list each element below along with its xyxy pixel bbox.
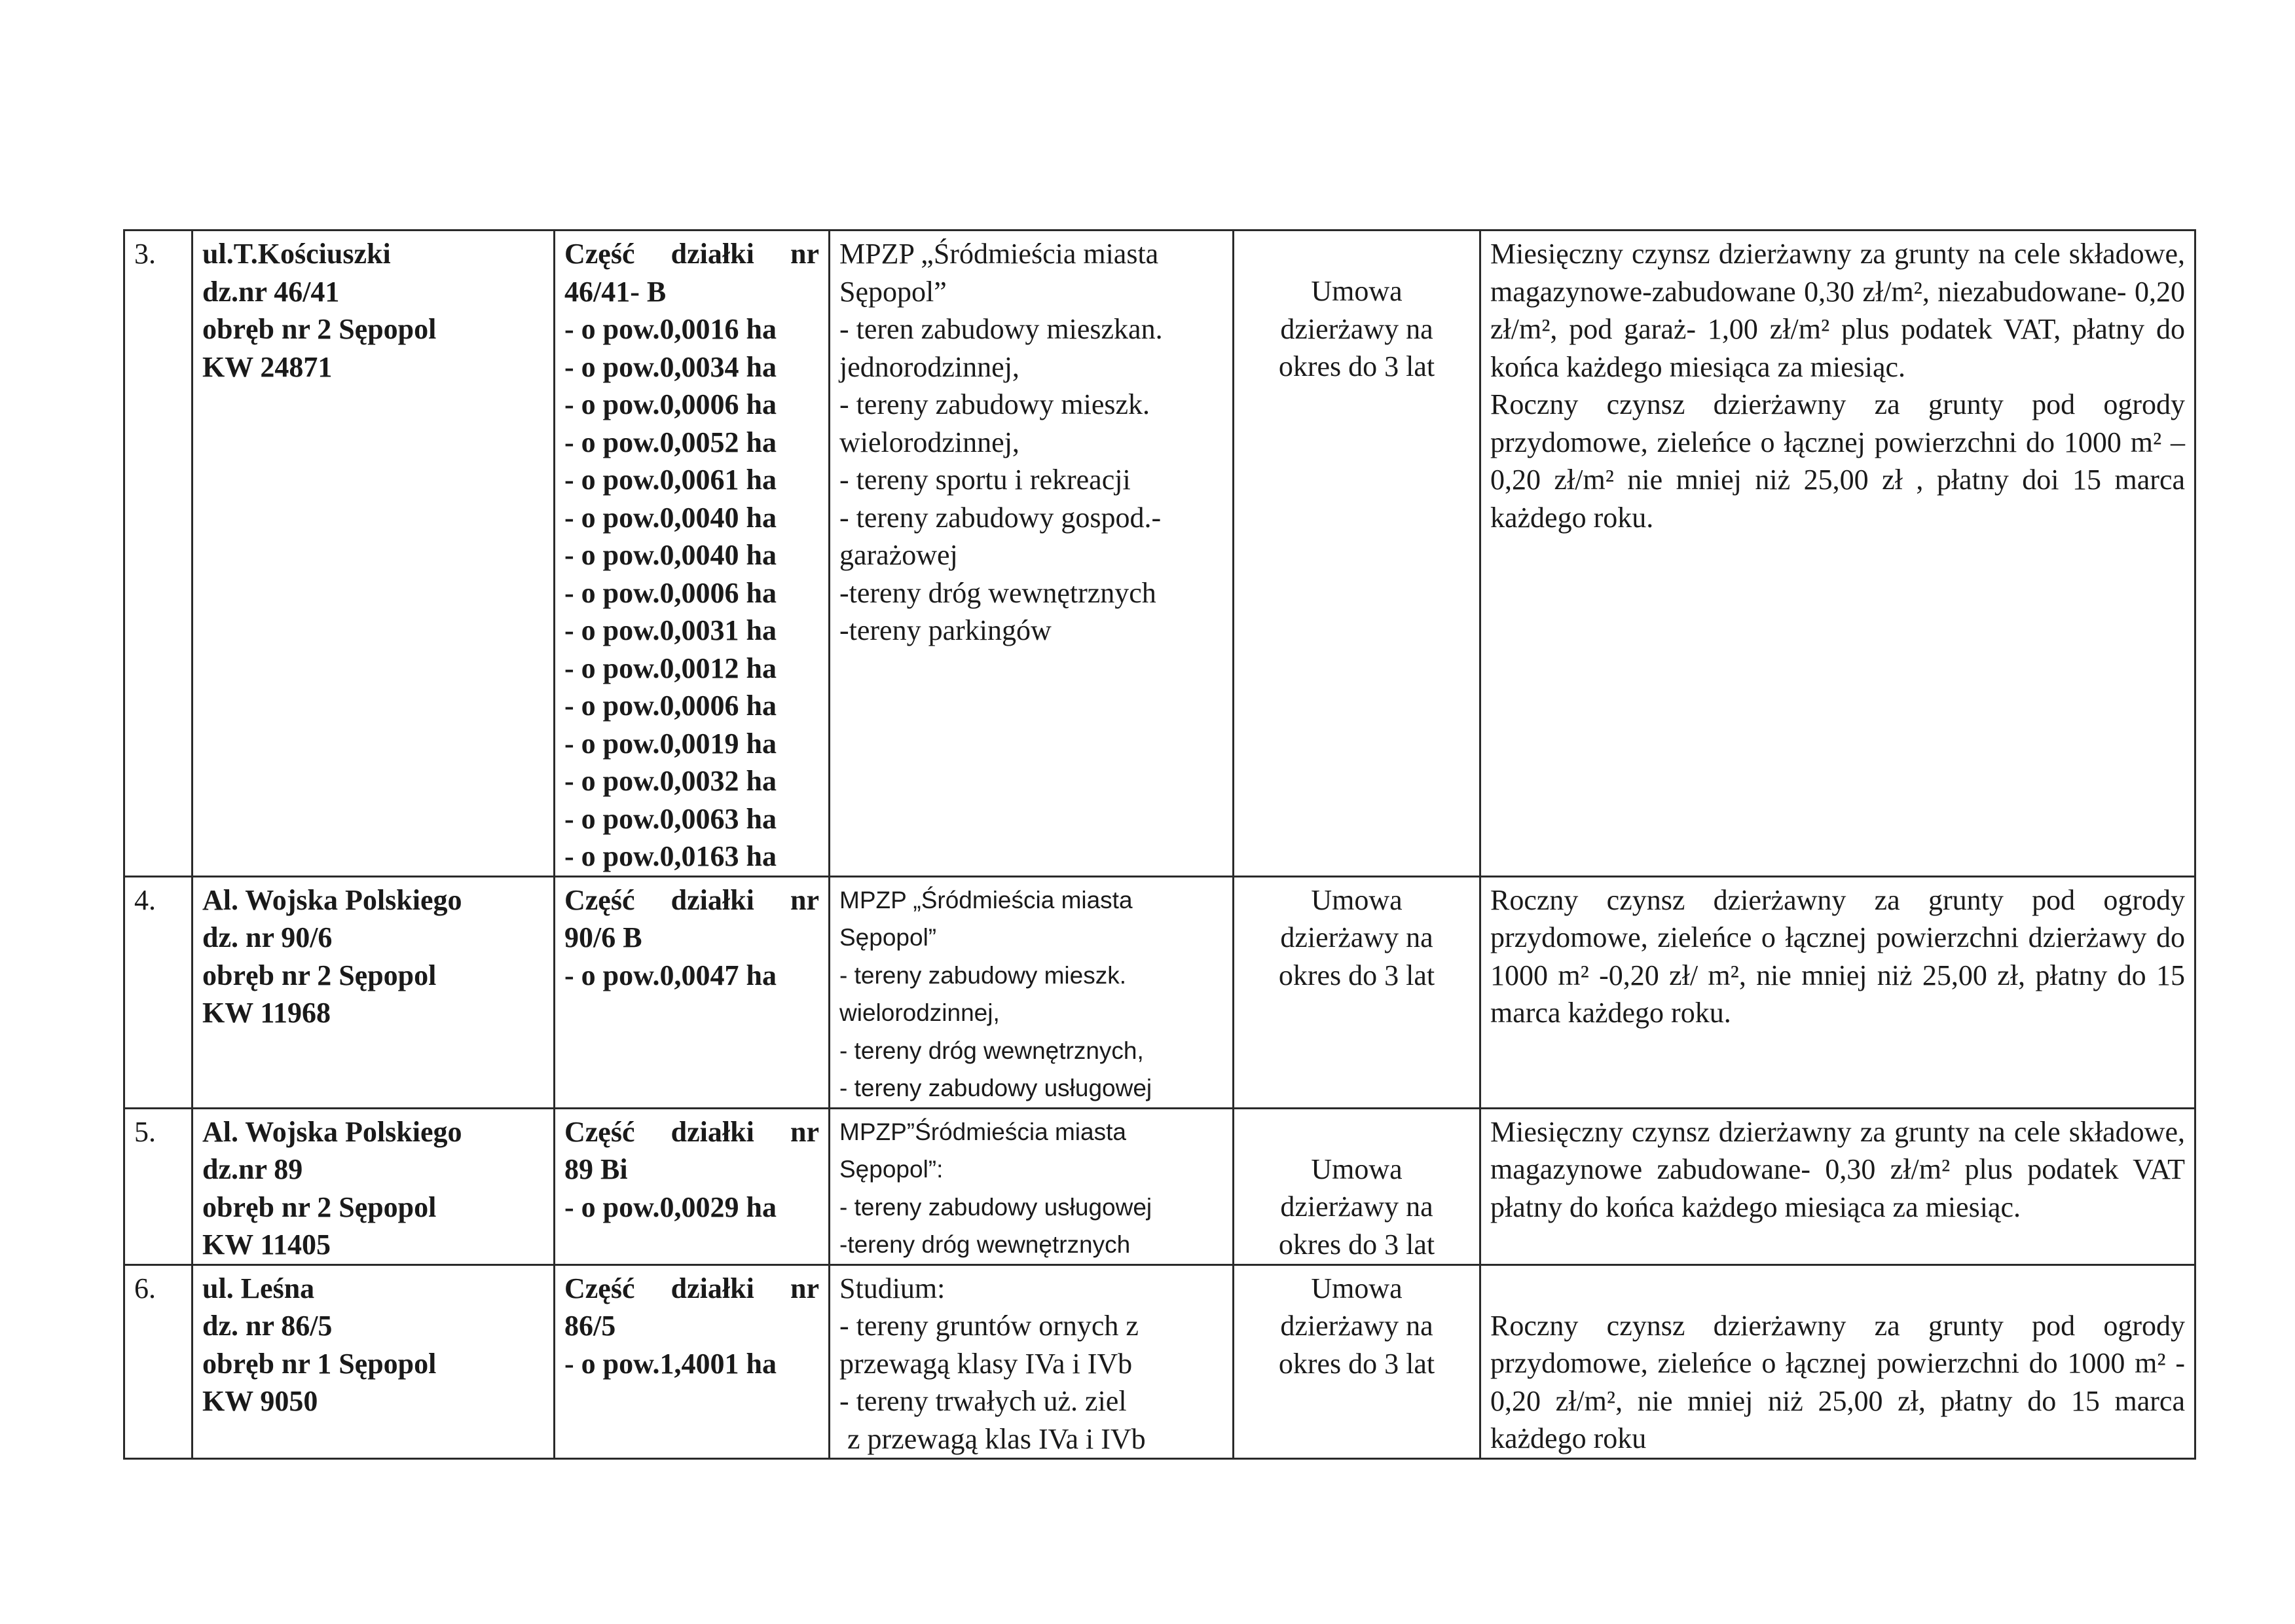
zoning-line: wielorodzinnej, — [839, 426, 1019, 458]
parcel-line: - o pow.0,0052 ha — [564, 426, 777, 458]
zoning-line: garażowej — [839, 539, 958, 571]
parcel-header-left: Część — [564, 1272, 635, 1304]
parcel-header-left: Część — [564, 883, 635, 916]
spacer — [1490, 1270, 2185, 1307]
zoning-line: Studium: — [839, 1272, 946, 1304]
parcel-cell — [555, 1108, 830, 1264]
spacer — [1243, 1113, 1470, 1151]
zoning-line: przewagą klasy IVa i IVb — [839, 1347, 1133, 1380]
location-cell — [193, 876, 555, 1108]
rent-paragraph: Roczny czynsz dzierżawny za grunty pod ogrody przydomowe, zieleńce o łącznej powierzchni do 1000 m² – 0,20 zł/m² nie mniej niż 25,00 zł , płatny doi 15 marca każdego roku. — [1490, 388, 2185, 534]
table-row — [124, 1108, 2195, 1264]
parcel-line: - o pow.0,0034 ha — [564, 350, 777, 383]
zoning-cell — [830, 231, 1234, 877]
zoning-line: - tereny gruntów ornych z — [839, 1310, 1139, 1342]
parcel-line: - o pow.0,0031 ha — [564, 614, 777, 646]
zoning-line: z przewagą klas IVa i IVb — [847, 1422, 1146, 1455]
parcel-line: 86/5 — [564, 1310, 616, 1342]
parcel-header-mid: działki — [670, 1115, 754, 1148]
zoning-line: -tereny dróg wewnętrznych — [839, 1231, 1131, 1258]
parcel-line: - o pow.0,0032 ha — [564, 765, 777, 797]
parcel-header-mid: działki — [670, 883, 754, 916]
zoning-line: -tereny parkingów — [839, 614, 1052, 646]
parcel-header-left: Część — [564, 1115, 635, 1148]
contract-cell — [1234, 231, 1480, 877]
contract-line: okres do 3 lat — [1278, 1228, 1435, 1261]
zoning-line: - tereny zabudowy usługowej — [839, 1193, 1152, 1221]
row-number: 6. — [124, 1264, 193, 1459]
zoning-line: - tereny trwałych uż. ziel — [839, 1385, 1127, 1417]
zoning-line: - tereny zabudowy mieszk. — [839, 961, 1127, 989]
parcel-line: - o pow.0,0006 ha — [564, 576, 777, 609]
zoning-line: Sępopol” — [839, 275, 947, 308]
zoning-line: MPZP „Śródmieścia miasta — [839, 886, 1133, 913]
zoning-line: Sępopol” — [839, 924, 937, 951]
rent-cell — [1480, 231, 2195, 877]
contract-line: Umowa — [1311, 1153, 1403, 1185]
land-register: KW 24871 — [202, 350, 333, 383]
precinct: obręb nr 1 Sępopol — [202, 1347, 437, 1380]
location-cell — [193, 1264, 555, 1459]
row-number: 4. — [124, 876, 193, 1108]
parcel-line: - o pow.0,0061 ha — [564, 464, 777, 496]
parcel-header — [564, 1113, 819, 1151]
contract-line: Umowa — [1311, 275, 1403, 307]
plot-number: dz. nr 90/6 — [202, 921, 333, 953]
contract-line: Umowa — [1311, 1272, 1403, 1304]
street-name: Al. Wojska Polskiego — [202, 883, 462, 916]
parcel-line: - o pow.0,0040 ha — [564, 501, 777, 534]
rent-paragraph: Miesięczny czynsz dzierżawny za grunty na cele składowe, magazynowe-zabudowane 0,30 zł/m², niezabudowane- 0,20 zł/m², pod garaż- 1,00 zł/m² plus podatek VAT, płatny do końca każdego miesiąca za miesiąc. — [1490, 238, 2185, 383]
parcel-header-left: Część — [564, 238, 635, 270]
contract-cell — [1234, 1264, 1480, 1459]
zoning-line: - tereny zabudowy mieszk. — [839, 388, 1150, 420]
parcel-line: - o pow.0,0006 ha — [564, 690, 777, 722]
parcel-header-right: nr — [790, 883, 819, 916]
street-name: Al. Wojska Polskiego — [202, 1115, 462, 1148]
lease-table — [123, 229, 2196, 1460]
zoning-line: Sępopol”: — [839, 1156, 944, 1183]
zoning-line: -tereny dróg wewnętrznych — [839, 576, 1156, 609]
precinct: obręb nr 2 Sępopol — [202, 313, 437, 345]
zoning-cell — [830, 1264, 1234, 1459]
parcel-line: - o pow.0,0063 ha — [564, 802, 777, 835]
table-row — [124, 876, 2195, 1108]
rent-paragraph: Miesięczny czynsz dzierżawny za grunty na cele składowe, magazynowe zabudowane- 0,30 zł/m² plus podatek VAT płatny do końca każdego miesiąca za miesiąc. — [1490, 1115, 2185, 1223]
contract-cell — [1234, 1108, 1480, 1264]
parcel-line: - o pow.0,0040 ha — [564, 539, 777, 571]
contract-cell — [1234, 876, 1480, 1108]
rent-cell — [1480, 1108, 2195, 1264]
street-name: ul. Leśna — [202, 1272, 315, 1304]
zoning-line: MPZP”Śródmieścia miasta — [839, 1118, 1126, 1145]
parcel-header-mid: działki — [670, 238, 754, 270]
zoning-line: MPZP „Śródmieścia miasta — [839, 238, 1159, 270]
zoning-line: wielorodzinnej, — [839, 999, 1000, 1026]
contract-line: dzierżawy na — [1280, 1190, 1433, 1223]
contract-line: Umowa — [1311, 883, 1403, 916]
table-row — [124, 231, 2195, 877]
precinct: obręb nr 2 Sępopol — [202, 959, 437, 991]
parcel-line: - o pow.0,0006 ha — [564, 388, 777, 420]
rent-cell — [1480, 1264, 2195, 1459]
row-number: 3. — [124, 231, 193, 877]
zoning-line: - tereny dróg wewnętrznych, — [839, 1037, 1144, 1064]
parcel-cell — [555, 876, 830, 1108]
precinct: obręb nr 2 Sępopol — [202, 1190, 437, 1223]
rent-paragraph: Roczny czynsz dzierżawny za grunty pod ogrody przydomowe, zieleńce o łącznej powierzchni dzierżawy do 1000 m² -0,20 zł/ m², nie mniej niż 25,00 zł, płatny do 15 marca każdego roku. — [1490, 883, 2185, 1029]
table-row — [124, 1264, 2195, 1459]
parcel-header-mid: działki — [670, 1272, 754, 1304]
row-number: 5. — [124, 1108, 193, 1264]
zoning-line: - teren zabudowy mieszkan. — [839, 313, 1163, 345]
contract-line: okres do 3 lat — [1278, 350, 1435, 382]
parcel-cell — [555, 1264, 830, 1459]
parcel-line: 89 Bi — [564, 1153, 628, 1185]
plot-number: dz.nr 89 — [202, 1153, 303, 1185]
parcel-line: - o pow.0,0029 ha — [564, 1190, 777, 1223]
zoning-line: - tereny zabudowy gospod.- — [839, 501, 1162, 534]
parcel-line: 46/41- B — [564, 275, 667, 308]
contract-line: okres do 3 lat — [1278, 959, 1435, 991]
location-cell — [193, 231, 555, 877]
parcel-header-right: nr — [790, 1115, 819, 1148]
parcel-line: - o pow.0,0163 ha — [564, 840, 777, 872]
location-cell — [193, 1108, 555, 1264]
parcel-header-right: nr — [790, 238, 819, 270]
zoning-line: - tereny sportu i rekreacji — [839, 464, 1131, 496]
land-register: KW 9050 — [202, 1385, 318, 1417]
parcel-cell — [555, 231, 830, 877]
parcel-header — [564, 881, 819, 919]
zoning-cell — [830, 1108, 1234, 1264]
land-register: KW 11405 — [202, 1228, 331, 1261]
plot-number: dz. nr 86/5 — [202, 1310, 333, 1342]
contract-line: dzierżawy na — [1280, 1310, 1433, 1342]
plot-number: dz.nr 46/41 — [202, 275, 340, 308]
spacer — [1243, 235, 1470, 272]
zoning-line: - tereny zabudowy usługowej — [839, 1075, 1152, 1101]
contract-line: dzierżawy na — [1280, 921, 1433, 953]
zoning-line: jednorodzinnej, — [839, 350, 1019, 383]
street-name: ul.T.Kościuszki — [202, 238, 391, 270]
contract-line: okres do 3 lat — [1278, 1347, 1435, 1380]
contract-line: dzierżawy na — [1280, 312, 1433, 345]
parcel-line: - o pow.0,0019 ha — [564, 727, 777, 760]
parcel-line: - o pow.0,0016 ha — [564, 313, 777, 345]
rent-cell — [1480, 876, 2195, 1108]
parcel-line: - o pow.1,4001 ha — [564, 1347, 777, 1380]
parcel-line: 90/6 B — [564, 921, 642, 953]
parcel-header — [564, 1270, 819, 1308]
rent-paragraph: Roczny czynsz dzierżawny za grunty pod ogrody przydomowe, zieleńce o łącznej powierzchni do 1000 m² - 0,20 zł/m², nie mniej niż 25,00 zł, płatny do 15 marca każdego roku — [1490, 1309, 2185, 1454]
zoning-cell — [830, 876, 1234, 1108]
parcel-header — [564, 235, 819, 273]
parcel-line: - o pow.0,0012 ha — [564, 652, 777, 684]
parcel-header-right: nr — [790, 1272, 819, 1304]
land-register: KW 11968 — [202, 997, 331, 1029]
parcel-line: - o pow.0,0047 ha — [564, 959, 777, 991]
